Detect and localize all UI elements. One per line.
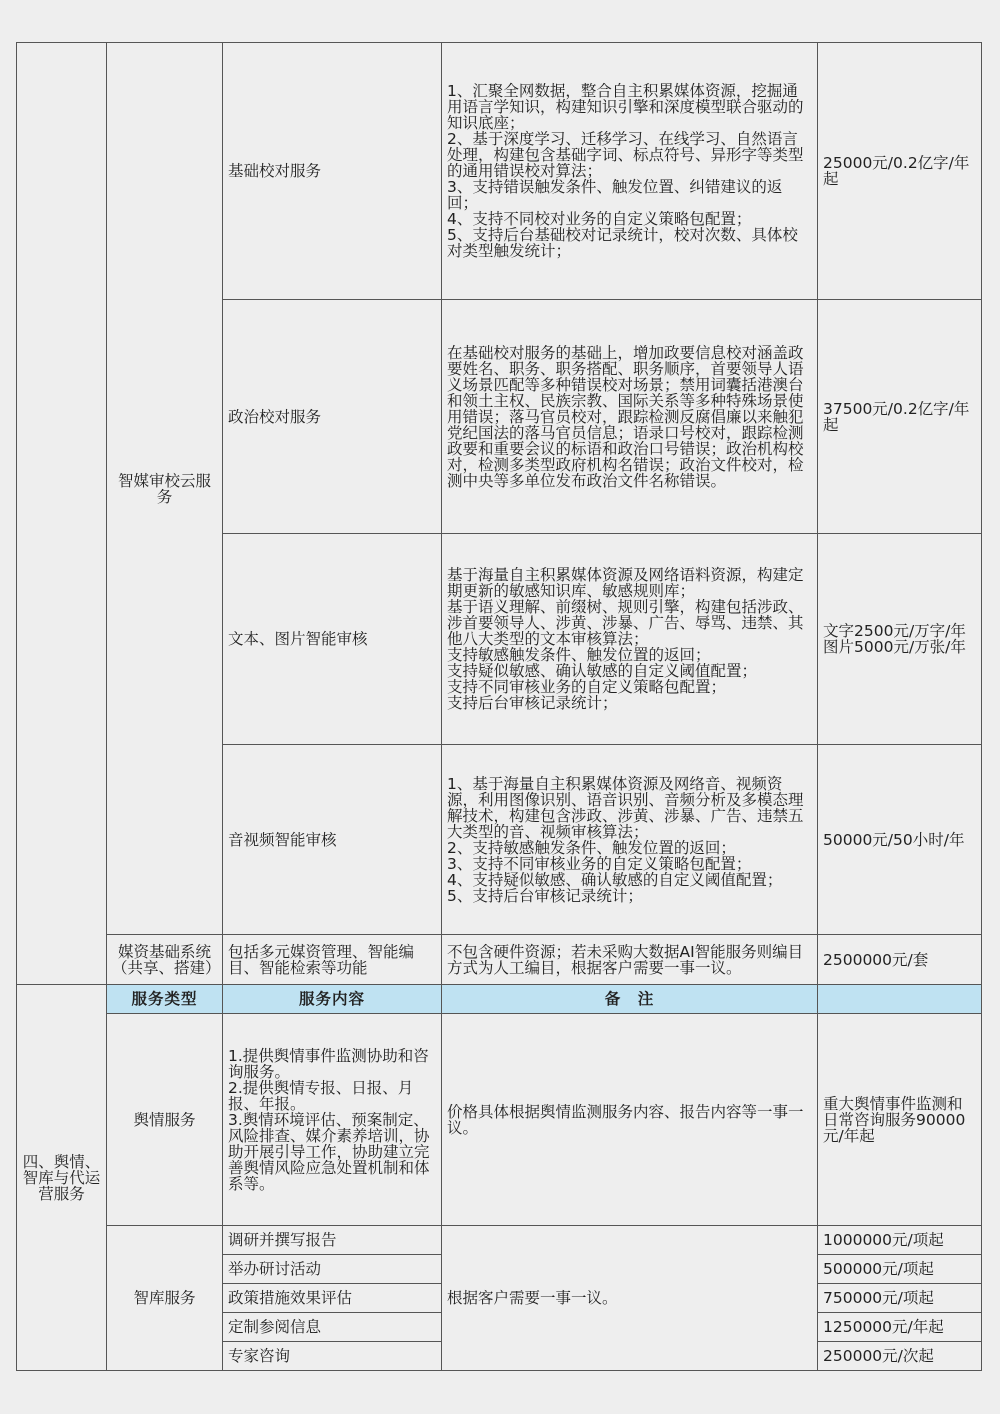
service-name-cell: 文本、图片智能审核 (223, 534, 442, 745)
service-description-cell: 1、基于海量自主积累媒体资源及网络音、视频资源，利用图像识别、语音识别、音频分析及多模态理解技术，构建包含涉政、涉黄、涉暴、广告、违禁五大类型的音、视频审核算法； 2、支持敏感触发条件、触发位置的返回； 3、支持不同审核业务的自定义策略包配置； 4、支持疑似敏感、确认敏感的自定义阈值配置； 5、支持后台审核记录统计； (442, 745, 818, 935)
section-title-cell: 四、舆情、智库与代运营服务 (17, 985, 107, 1371)
service-description-cell: 在基础校对服务的基础上，增加政要信息校对涵盖政要姓名、职务、职务搭配、职务顺序，首要领导人语义场景匹配等多种错误校对场景；禁用词囊括港澳台和领土主权、民族宗教、国际关系等多种特殊场景使用错误；落马官员校对，跟踪检测反腐倡廉以来触犯党纪国法的落马官员信息；语录口号校对，跟踪检测政要和重要会议的标语和政治口号错误；政治机构校对，检测多类型政府机构名错误；政治文件校对，检测中央等多单位发布政治文件名称错误。 (442, 300, 818, 534)
category-cell: 舆情服务 (107, 1014, 223, 1226)
table-header-row (17, 985, 982, 1014)
category-cell: 智库服务 (107, 1226, 223, 1371)
service-content-cell: 调研并撰写报告 (223, 1226, 442, 1255)
price-cell: 1250000元/年起 (818, 1313, 982, 1342)
price-cell: 500000元/项起 (818, 1255, 982, 1284)
price-cell: 50000元/50小时/年 (818, 745, 982, 935)
service-description-cell: 基于海量自主积累媒体资源及网络语料资源，构建定期更新的敏感知识库、敏感规则库； 基于语义理解、前缀树、规则引擎，构建包括涉政、涉首要领导人、涉黄、涉暴、广告、辱骂、违禁、其他八大类型的文本审核算法； 支持敏感触发条件、触发位置的返回； 支持疑似敏感、确认敏感的自定义阈值配置； 支持不同审核业务的自定义策略包配置； 支持后台审核记录统计； (442, 534, 818, 745)
category-cell: 智媒审校云服务 (107, 43, 223, 935)
table-row (17, 1014, 982, 1226)
service-content-cell: 政策措施效果评估 (223, 1284, 442, 1313)
service-name-cell: 政治校对服务 (223, 300, 442, 534)
price-cell: 1000000元/项起 (818, 1226, 982, 1255)
price-cell: 25000元/0.2亿字/年起 (818, 43, 982, 300)
price-cell: 37500元/0.2亿字/年起 (818, 300, 982, 534)
service-content-cell: 1.提供舆情事件监测协助和咨询服务。 2.提供舆情专报、日报、月报、年报。 3.舆情环境评估、预案制定、风险排查、媒介素养培训，协助开展引导工作，协助建立完善舆情风险应急处置机制和体系等。 (223, 1014, 442, 1226)
note-cell: 根据客户需要一事一议。 (442, 1226, 818, 1371)
price-table (16, 42, 982, 1371)
header-price (818, 985, 982, 1014)
note-cell: 价格具体根据舆情监测服务内容、报告内容等一事一议。 (442, 1014, 818, 1226)
section-number-cell (17, 43, 107, 985)
price-cell: 文字2500元/万字/年 图片5000元/万张/年 (818, 534, 982, 745)
service-content-cell: 专家咨询 (223, 1342, 442, 1371)
service-name-cell: 基础校对服务 (223, 43, 442, 300)
service-content-cell: 举办研讨活动 (223, 1255, 442, 1284)
service-content-cell: 定制参阅信息 (223, 1313, 442, 1342)
price-cell: 250000元/次起 (818, 1342, 982, 1371)
service-description-cell: 1、汇聚全网数据，整合自主积累媒体资源，挖掘通用语言学知识，构建知识引擎和深度模型联合驱动的知识底座； 2、基于深度学习、迁移学习、在线学习、自然语言处理，构建包含基础字词、标点符号、异形字等类型的通用错误校对算法； 3、支持错误触发条件、触发位置、纠错建议的返回； 4、支持不同校对业务的自定义策略包配置； 5、支持后台基础校对记录统计，校对次数、具体校对类型触发统计； (442, 43, 818, 300)
header-note: 备 注 (442, 985, 818, 1014)
note-cell: 不包含硬件资源；若未采购大数据AI智能服务则编目方式为人工编目，根据客户需要一事一议。 (442, 935, 818, 985)
category-cell: 媒资基础系统（共享、搭建） (107, 935, 223, 985)
header-content: 服务内容 (223, 985, 442, 1014)
price-cell: 重大舆情事件监测和日常咨询服务90000元/年起 (818, 1014, 982, 1226)
table-row (17, 935, 982, 985)
service-content-cell: 包括多元媒资管理、智能编目、智能检索等功能 (223, 935, 442, 985)
price-cell: 750000元/项起 (818, 1284, 982, 1313)
table-row (17, 43, 982, 300)
service-name-cell: 音视频智能审核 (223, 745, 442, 935)
price-cell: 2500000元/套 (818, 935, 982, 985)
header-type: 服务类型 (107, 985, 223, 1014)
table-row (17, 1226, 982, 1255)
